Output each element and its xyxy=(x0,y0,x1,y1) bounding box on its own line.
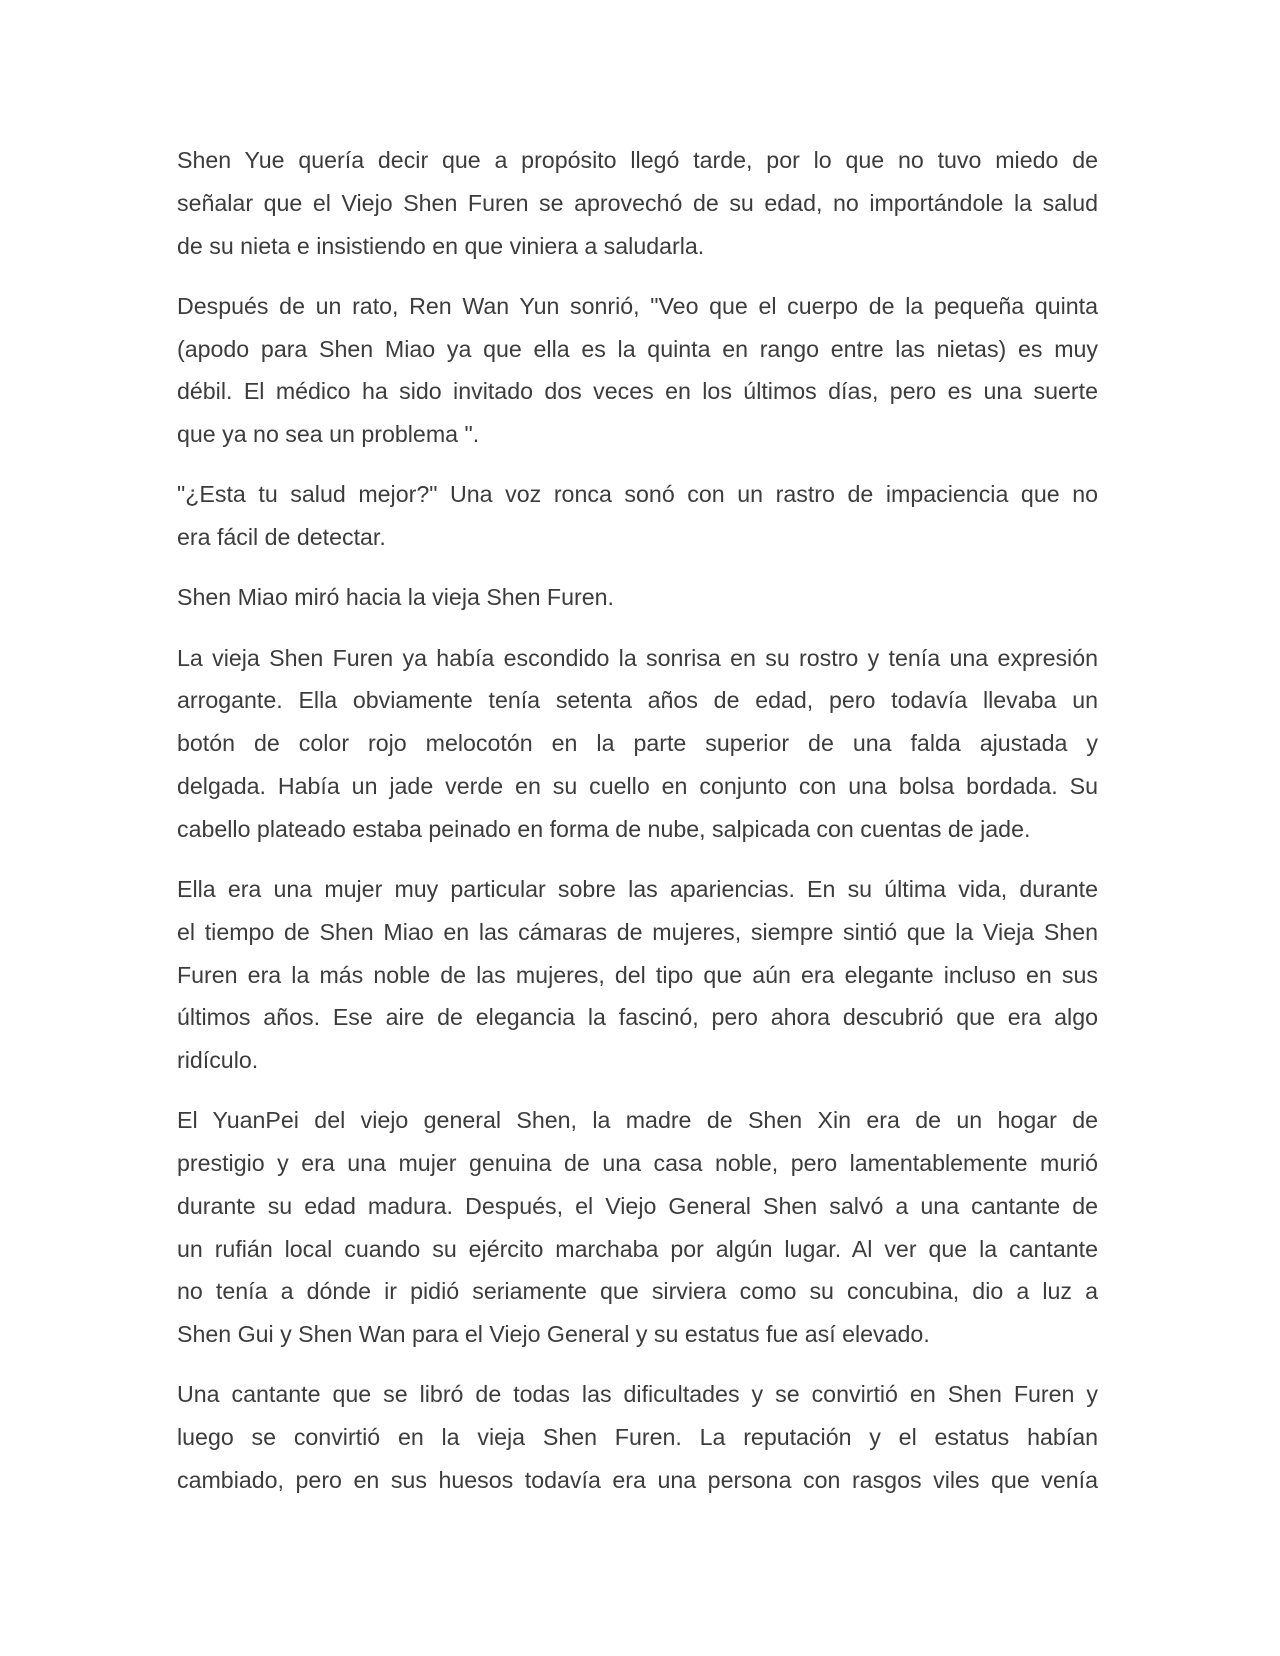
paragraph xyxy=(177,576,1098,619)
text-line: Shen Yue quería decir que a propósito llegó tarde, por lo que no tuvo miedo de xyxy=(177,147,1098,173)
text-line: delgada. Había un jade verde en su cuello en conjunto con una bolsa bordada. Su xyxy=(177,772,1098,799)
paragraph xyxy=(177,139,1098,267)
text-line: últimos años. Ese aire de elegancia la fascinó, pero ahora descubrió que era algo xyxy=(177,1004,1098,1031)
document-page xyxy=(177,139,1098,1519)
text-line: prestigio y era una mujer genuina de una casa noble, pero lamentablemente murió xyxy=(177,1150,1098,1177)
text-line: La vieja Shen Furen ya había escondido la sonrisa en su rostro y tenía una expresión xyxy=(177,644,1098,671)
text-line: era fácil de detectar. xyxy=(177,524,386,551)
text-line: el tiempo de Shen Miao en las cámaras de mujeres, siempre sintió que la Vieja Shen xyxy=(177,918,1098,945)
text-line: ridículo. xyxy=(177,1047,259,1074)
text-line: arrogante. Ella obviamente tenía setenta años de edad, pero todavía llevaba un xyxy=(177,687,1098,714)
text-line: Shen Miao miró hacia la vieja Shen Furen. xyxy=(177,584,614,611)
text-line: Después de un rato, Ren Wan Yun sonrió, "Veo que el cuerpo de la pequeña quinta xyxy=(177,292,1098,319)
text-line: no tenía a dónde ir pidió seriamente que sirviera como su concubina, dio a luz a xyxy=(177,1278,1098,1305)
paragraph xyxy=(177,637,1098,851)
paragraph xyxy=(177,868,1098,1082)
text-line: Ella era una mujer muy particular sobre las apariencias. En su última vida, durante xyxy=(177,875,1098,902)
text-line: cambiado, pero en sus huesos todavía era una persona con rasgos viles que venía xyxy=(177,1467,1098,1494)
paragraph xyxy=(177,285,1098,456)
text-line: Furen era la más noble de las mujeres, del tipo que aún era elegante incluso en sus xyxy=(177,961,1098,988)
text-line: El YuanPei del viejo general Shen, la madre de Shen Xin era de un hogar de xyxy=(177,1107,1098,1134)
text-line: cabello plateado estaba peinado en forma de nube, salpicada con cuentas de jade. xyxy=(177,815,1031,842)
text-line: durante su edad madura. Después, el Viejo General Shen salvó a una cantante de xyxy=(177,1192,1098,1219)
text-line: señalar que el Viejo Shen Furen se aprovechó de su edad, no importándole la salud xyxy=(177,189,1098,216)
text-line: Shen Gui y Shen Wan para el Viejo General y su estatus fue así elevado. xyxy=(177,1321,930,1348)
text-line: que ya no sea un problema ". xyxy=(177,421,480,448)
paragraph xyxy=(177,1373,1098,1501)
text-line: de su nieta e insistiendo en que viniera a saludarla. xyxy=(177,232,705,259)
text-line: Una cantante que se libró de todas las dificultades y se convirtió en Shen Furen y xyxy=(177,1381,1098,1408)
text-line: un rufián local cuando su ejército marchaba por algún lugar. Al ver que la cantante xyxy=(177,1235,1098,1262)
paragraph xyxy=(177,1099,1098,1356)
text-line: botón de color rojo melocotón en la parte superior de una falda ajustada y xyxy=(177,730,1098,757)
text-line: débil. El médico ha sido invitado dos veces en los últimos días, pero es una suerte xyxy=(177,378,1098,405)
paragraph xyxy=(177,473,1098,559)
text-line: luego se convirtió en la vieja Shen Furen. La reputación y el estatus habían xyxy=(177,1424,1098,1451)
text-line: "¿Esta tu salud mejor?" Una voz ronca sonó con un rastro de impaciencia que no xyxy=(177,481,1098,508)
text-line: (apodo para Shen Miao ya que ella es la quinta en rango entre las nietas) es muy xyxy=(177,335,1098,362)
